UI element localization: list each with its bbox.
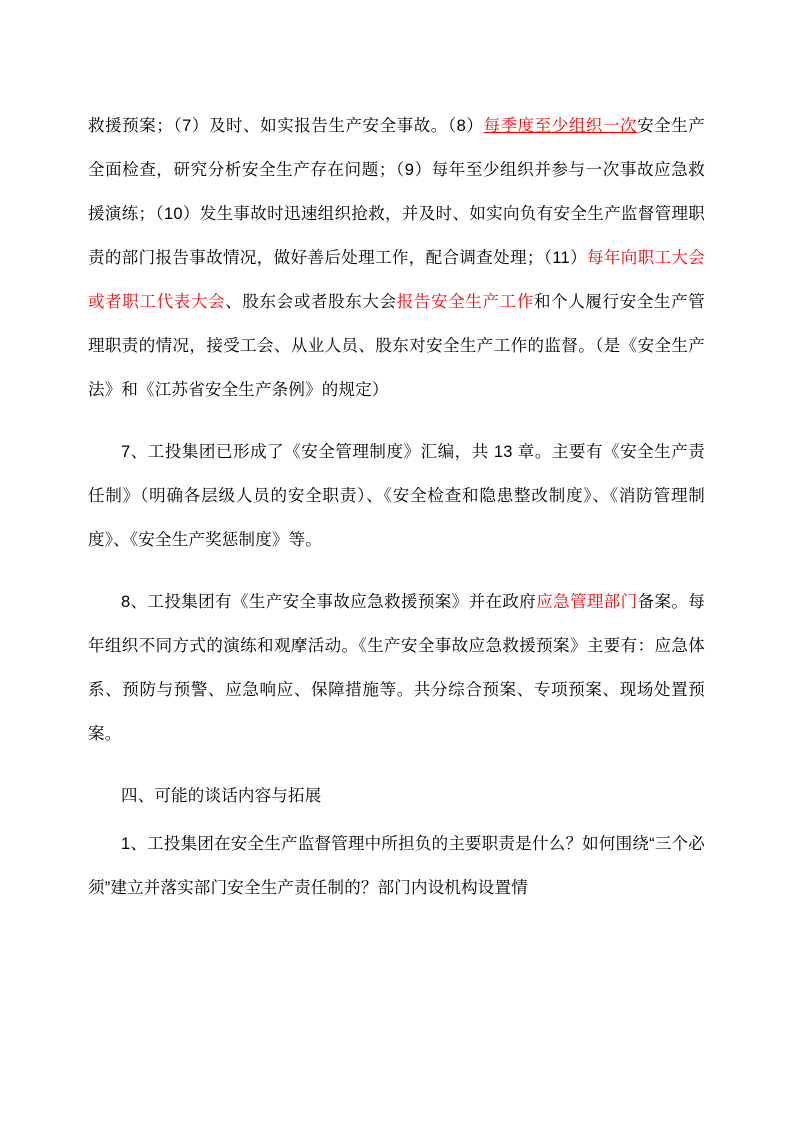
text-run: 和个人履行安全生产管理职责的情况，接受工会、从业人员、股东对安全生产工作的监督。（是《安全生产法》和《江苏省安全生产条例》的规定） — [88, 293, 706, 399]
highlight-run-annual-report: 每年向职工大会或者职工代表大会 — [88, 249, 705, 311]
text-run: 8、工投集团有《生产安全事故应急救援预案》并在政府 — [121, 593, 537, 611]
highlight-run-report-work: 报告安全生产工作 — [396, 293, 534, 311]
paragraph-spacer — [88, 756, 705, 774]
paragraph-spacer — [88, 412, 705, 430]
paragraph-item-8 — [88, 580, 705, 756]
text-run: 安全生产全面检查，研究分析安全生产存在问题；（9）每年至少组织并参与一次事故应急救援演练；（10）发生事故时迅速组织抢救，并及时、如实向负有安全生产监督管理职责的部门报告事故情况，做好善后处理工作，配合调查处理；（11） — [88, 117, 705, 267]
text-run: 救援预案；（7）及时、如实报告生产安全事故。（8） — [88, 117, 484, 135]
text-run: 7、工投集团已形成了《安全管理制度》汇编，共 13 章。主要有《安全生产责任制》（明确各层级人员的安全职责）、《安全检查和隐患整改制度》、《消防管理制度》、《安全生产奖惩制度》等。 — [88, 443, 705, 549]
paragraph-question-1 — [88, 822, 705, 910]
paragraph-item-7 — [88, 430, 705, 562]
text-run: 备案。每年组织不同方式的演练和观摩活动。《生产安全事故应急救援预案》主要有：应急体系、预防与预警、应急响应、保障措施等。共分综合预案、专项预案、现场处置预案。 — [88, 593, 705, 743]
paragraph-spacer — [88, 562, 705, 580]
highlight-run-emergency-dept: 应急管理部门 — [536, 593, 638, 611]
document-body — [88, 104, 705, 910]
paragraph-continued — [88, 104, 705, 412]
text-run: 、股东会或者股东大会 — [225, 293, 397, 311]
text-run: 1、工投集团在安全生产监督管理中所担负的主要职责是什么？如何围绕“三个必须”建立并落实部门安全生产责任制的？部门内设机构设置情 — [88, 835, 705, 897]
highlight-run-quarterly: 每季度至少组织一次 — [483, 117, 638, 135]
heading-text: 四、可能的谈话内容与拓展 — [121, 787, 322, 805]
section-heading-four — [88, 774, 705, 818]
